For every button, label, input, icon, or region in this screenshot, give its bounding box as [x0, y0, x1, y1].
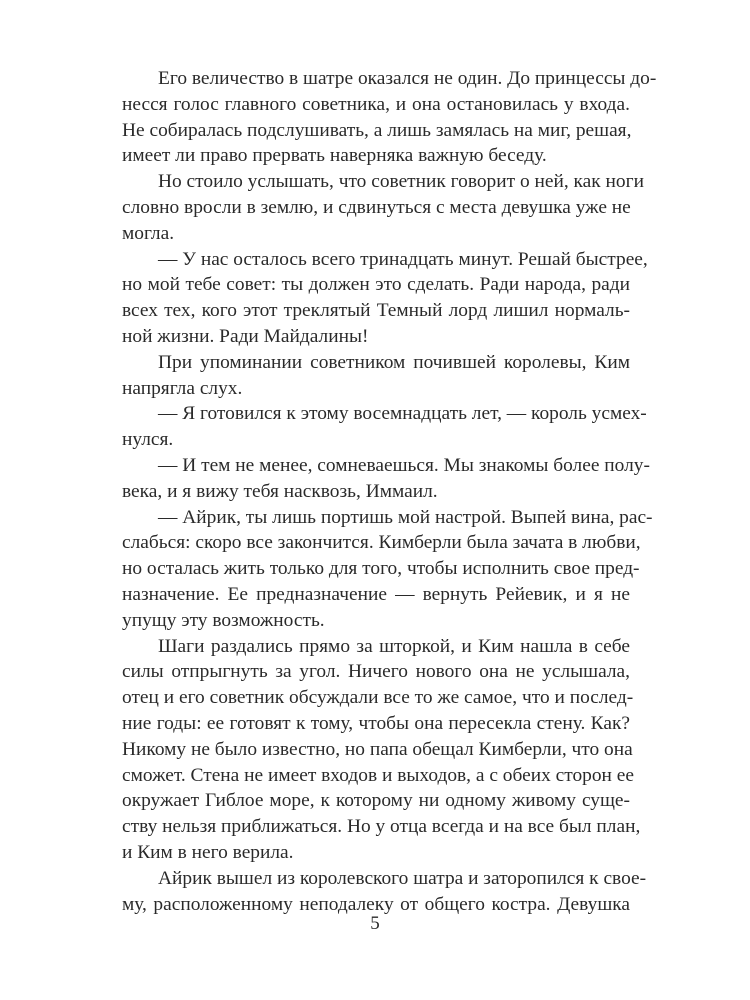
text-line: Не собиралась подслушивать, а лишь замялась на миг, решая,	[122, 119, 632, 141]
text-line: нулся.	[122, 429, 174, 451]
text-line: словно вросли в землю, и сдвинуться с места девушка уже не	[122, 196, 631, 218]
text-line: При упоминании советником почившей королевы, Ким	[158, 351, 630, 373]
text-line: отец и его советник обсуждали все то же самое, что и послед-	[122, 687, 634, 709]
text-line: всех тех, кого этот треклятый Темный лорд лишил нормаль-	[122, 300, 630, 322]
text-line: — И тем не менее, сомневаешься. Мы знакомы более полу-	[158, 454, 650, 476]
text-line: сможет. Стена не имеет входов и выходов, а с обеих сторон ее	[122, 764, 634, 786]
text-line: но осталась жить только для того, чтобы исполнить свое пред-	[122, 558, 640, 580]
text-line: Его величество в шатре оказался не один. До принцессы до-	[158, 68, 657, 89]
text-line: окружает Гиблое море, к которому ни одному живому суще-	[122, 790, 630, 812]
text-line: но мой тебе совет: ты должен это сделать. Ради народа, ради	[122, 274, 630, 296]
text-line: несся голос главного советника, и она остановилась у входа.	[122, 93, 630, 115]
text-line: Но стоило услышать, что советник говорит о ней, как ноги	[158, 171, 644, 193]
text-line: и Ким в него верила.	[122, 841, 294, 863]
text-line: — Я готовился к этому восемнадцать лет, — король усмех-	[158, 403, 647, 425]
text-line: Шаги раздались прямо за шторкой, и Ким нашла в себе	[158, 635, 630, 657]
text-line: века, и я вижу тебя насквозь, Иммаил.	[122, 480, 438, 502]
text-line: могла.	[122, 222, 175, 244]
text-line: ству нельзя приближаться. Но у отца всегда и на все был план,	[122, 816, 641, 838]
text-line: назначение. Ее предназначение — вернуть Рейевик, и я не	[122, 583, 630, 605]
text-line: — У нас осталось всего тринадцать минут. Решай быстрее,	[158, 248, 648, 270]
body-text	[122, 66, 657, 917]
text-line: ной жизни. Ради Майдалины!	[122, 325, 369, 347]
text-line: имеет ли право прервать наверняка важную беседу.	[122, 145, 547, 167]
text-line: силы отпрыгнуть за угол. Ничего нового она не услышала,	[122, 661, 630, 683]
text-line: упущу эту возможность.	[122, 609, 325, 631]
page-number: 5	[370, 913, 380, 934]
text-line: — Айрик, ты лишь портишь мой настрой. Выпей вина, рас-	[158, 506, 653, 528]
text-line: му, расположенному неподалеку от общего костра. Девушка	[122, 893, 630, 915]
text-line: Айрик вышел из королевского шатра и заторопился к свое-	[158, 867, 647, 889]
text-line: ние годы: ее готовят к тому, чтобы она пересекла стену. Как?	[122, 712, 630, 734]
text-line: напрягла слух.	[122, 377, 243, 399]
text-line: Никому не было известно, но папа обещал Кимберли, что она	[122, 738, 633, 760]
text-line: слабься: скоро все закончится. Кимберли была зачата в любви,	[122, 532, 641, 554]
